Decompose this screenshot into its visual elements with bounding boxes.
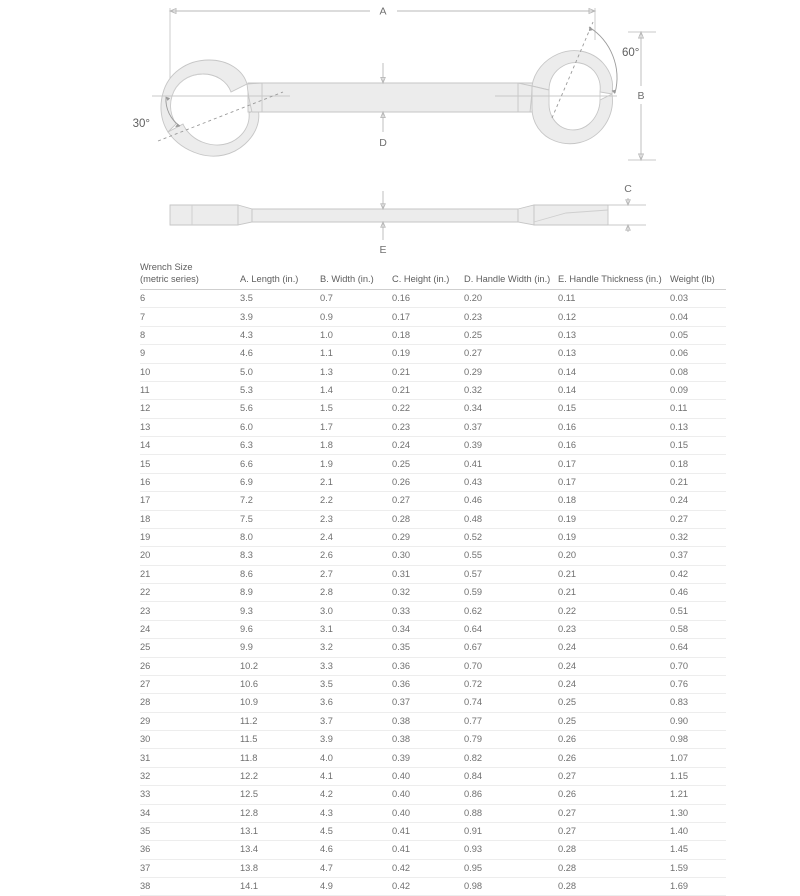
cell-length: 6.3 (240, 437, 320, 455)
cell-height: 0.21 (392, 381, 464, 399)
cell-width: 3.5 (320, 675, 392, 693)
cell-weight: 0.03 (670, 290, 726, 308)
cell-height: 0.31 (392, 565, 464, 583)
cell-handle-width: 0.62 (464, 602, 558, 620)
cell-length: 10.9 (240, 694, 320, 712)
table-row (140, 584, 726, 602)
cell-weight: 0.37 (670, 547, 726, 565)
cell-wrench-size: 15 (140, 455, 240, 473)
cell-weight: 0.90 (670, 712, 726, 730)
cell-height: 0.32 (392, 584, 464, 602)
cell-height: 0.34 (392, 620, 464, 638)
cell-length: 5.0 (240, 363, 320, 381)
cell-height: 0.40 (392, 804, 464, 822)
table-header-row (140, 262, 726, 290)
table-row (140, 767, 726, 785)
cell-width: 0.7 (320, 290, 392, 308)
dimension-c (608, 183, 646, 232)
column-header-wrench-size-line2: (metric series) (140, 273, 199, 284)
cell-height: 0.36 (392, 675, 464, 693)
table-row (140, 418, 726, 436)
cell-handle-thickness: 0.19 (558, 528, 670, 546)
cell-length: 4.6 (240, 345, 320, 363)
cell-wrench-size: 33 (140, 786, 240, 804)
angle-label-60: 60° (622, 47, 640, 59)
table-row (140, 841, 726, 859)
cell-weight: 0.51 (670, 602, 726, 620)
cell-weight: 0.24 (670, 492, 726, 510)
cell-width: 1.8 (320, 437, 392, 455)
cell-weight: 0.18 (670, 455, 726, 473)
cell-handle-width: 0.72 (464, 675, 558, 693)
cell-weight: 0.11 (670, 400, 726, 418)
cell-handle-width: 0.98 (464, 878, 558, 896)
cell-height: 0.24 (392, 437, 464, 455)
table-row (140, 878, 726, 896)
cell-weight: 0.06 (670, 345, 726, 363)
cell-width: 4.9 (320, 878, 392, 896)
cell-handle-thickness: 0.23 (558, 620, 670, 638)
cell-wrench-size: 24 (140, 620, 240, 638)
cell-width: 4.6 (320, 841, 392, 859)
table-row (140, 290, 726, 308)
table-row (140, 675, 726, 693)
cell-wrench-size: 11 (140, 381, 240, 399)
right-jaw (532, 51, 613, 144)
cell-length: 13.1 (240, 822, 320, 840)
cell-handle-width: 0.39 (464, 437, 558, 455)
cell-handle-width: 0.59 (464, 584, 558, 602)
table-row (140, 657, 726, 675)
cell-wrench-size: 23 (140, 602, 240, 620)
cell-handle-thickness: 0.19 (558, 510, 670, 528)
cell-weight: 0.83 (670, 694, 726, 712)
cell-wrench-size: 29 (140, 712, 240, 730)
cell-width: 0.9 (320, 308, 392, 326)
cell-wrench-size: 10 (140, 363, 240, 381)
cell-length: 5.3 (240, 381, 320, 399)
cell-handle-width: 0.64 (464, 620, 558, 638)
cell-handle-width: 0.27 (464, 345, 558, 363)
dimension-label-b: B (637, 90, 645, 102)
cell-handle-thickness: 0.13 (558, 326, 670, 344)
cell-weight: 1.59 (670, 859, 726, 877)
cell-wrench-size: 38 (140, 878, 240, 896)
wrench-spec-table-container (140, 262, 715, 896)
cell-length: 5.6 (240, 400, 320, 418)
cell-height: 0.35 (392, 639, 464, 657)
table-row (140, 326, 726, 344)
cell-handle-thickness: 0.22 (558, 602, 670, 620)
cell-handle-thickness: 0.14 (558, 381, 670, 399)
cell-weight: 0.58 (670, 620, 726, 638)
cell-weight: 0.32 (670, 528, 726, 546)
cell-width: 4.2 (320, 786, 392, 804)
table-row (140, 786, 726, 804)
cell-handle-width: 0.29 (464, 363, 558, 381)
cell-width: 4.5 (320, 822, 392, 840)
cell-weight: 0.13 (670, 418, 726, 436)
cell-width: 1.3 (320, 363, 392, 381)
table-row (140, 455, 726, 473)
cell-length: 14.1 (240, 878, 320, 896)
cell-height: 0.17 (392, 308, 464, 326)
table-row (140, 565, 726, 583)
cell-length: 11.5 (240, 731, 320, 749)
cell-weight: 0.46 (670, 584, 726, 602)
cell-handle-width: 0.32 (464, 381, 558, 399)
cell-height: 0.28 (392, 510, 464, 528)
cell-handle-thickness: 0.25 (558, 694, 670, 712)
cell-width: 3.7 (320, 712, 392, 730)
table-row (140, 822, 726, 840)
cell-handle-width: 0.77 (464, 712, 558, 730)
column-header-weight: Weight (lb) (670, 262, 726, 290)
cell-length: 11.2 (240, 712, 320, 730)
cell-length: 3.5 (240, 290, 320, 308)
cell-length: 12.8 (240, 804, 320, 822)
table-row (140, 400, 726, 418)
table-body (140, 290, 726, 896)
table-row (140, 437, 726, 455)
cell-length: 8.3 (240, 547, 320, 565)
cell-wrench-size: 27 (140, 675, 240, 693)
cell-weight: 1.40 (670, 822, 726, 840)
cell-handle-thickness: 0.27 (558, 822, 670, 840)
cell-handle-width: 0.37 (464, 418, 558, 436)
cell-handle-width: 0.23 (464, 308, 558, 326)
cell-wrench-size: 19 (140, 528, 240, 546)
cell-width: 2.2 (320, 492, 392, 510)
cell-handle-width: 0.84 (464, 767, 558, 785)
cell-width: 1.7 (320, 418, 392, 436)
cell-length: 10.2 (240, 657, 320, 675)
cell-width: 1.1 (320, 345, 392, 363)
cell-wrench-size: 7 (140, 308, 240, 326)
cell-width: 3.0 (320, 602, 392, 620)
cell-height: 0.19 (392, 345, 464, 363)
cell-weight: 0.76 (670, 675, 726, 693)
table-row (140, 345, 726, 363)
cell-wrench-size: 8 (140, 326, 240, 344)
cell-length: 8.0 (240, 528, 320, 546)
cell-length: 6.0 (240, 418, 320, 436)
cell-length: 6.6 (240, 455, 320, 473)
cell-height: 0.37 (392, 694, 464, 712)
cell-width: 4.1 (320, 767, 392, 785)
cell-length: 9.9 (240, 639, 320, 657)
table-row (140, 639, 726, 657)
cell-handle-width: 0.25 (464, 326, 558, 344)
cell-weight: 0.09 (670, 381, 726, 399)
table-header (140, 262, 726, 290)
cell-handle-width: 0.88 (464, 804, 558, 822)
cell-weight: 1.69 (670, 878, 726, 896)
cell-handle-width: 0.79 (464, 731, 558, 749)
cell-handle-thickness: 0.17 (558, 473, 670, 491)
cell-weight: 0.04 (670, 308, 726, 326)
cell-height: 0.36 (392, 657, 464, 675)
cell-handle-width: 0.20 (464, 290, 558, 308)
cell-handle-width: 0.82 (464, 749, 558, 767)
cell-weight: 1.21 (670, 786, 726, 804)
cell-handle-thickness: 0.17 (558, 455, 670, 473)
cell-length: 11.8 (240, 749, 320, 767)
cell-handle-thickness: 0.13 (558, 345, 670, 363)
cell-width: 2.4 (320, 528, 392, 546)
cell-wrench-size: 35 (140, 822, 240, 840)
cell-width: 1.9 (320, 455, 392, 473)
cell-weight: 1.45 (670, 841, 726, 859)
cell-handle-thickness: 0.18 (558, 492, 670, 510)
cell-width: 3.2 (320, 639, 392, 657)
cell-wrench-size: 21 (140, 565, 240, 583)
column-header-handle-thickness: E. Handle Thickness (in.) (558, 262, 670, 290)
column-header-width: B. Width (in.) (320, 262, 392, 290)
cell-length: 7.2 (240, 492, 320, 510)
table-row (140, 712, 726, 730)
table-row (140, 749, 726, 767)
cell-handle-width: 0.95 (464, 859, 558, 877)
table-row (140, 859, 726, 877)
cell-wrench-size: 37 (140, 859, 240, 877)
cell-height: 0.22 (392, 400, 464, 418)
cell-weight: 0.15 (670, 437, 726, 455)
cell-wrench-size: 20 (140, 547, 240, 565)
cell-handle-thickness: 0.16 (558, 418, 670, 436)
cell-height: 0.39 (392, 749, 464, 767)
cell-handle-width: 0.57 (464, 565, 558, 583)
cell-handle-width: 0.48 (464, 510, 558, 528)
cell-handle-width: 0.34 (464, 400, 558, 418)
cell-height: 0.42 (392, 878, 464, 896)
cell-weight: 0.21 (670, 473, 726, 491)
cell-length: 12.5 (240, 786, 320, 804)
dimension-label-a: A (379, 5, 387, 18)
cell-handle-thickness: 0.24 (558, 639, 670, 657)
column-header-length: A. Length (in.) (240, 262, 320, 290)
cell-handle-thickness: 0.21 (558, 565, 670, 583)
column-header-handle-width: D. Handle Width (in.) (464, 262, 558, 290)
cell-height: 0.41 (392, 822, 464, 840)
cell-length: 13.4 (240, 841, 320, 859)
cell-handle-thickness: 0.26 (558, 731, 670, 749)
table-row (140, 528, 726, 546)
cell-length: 8.6 (240, 565, 320, 583)
cell-height: 0.38 (392, 731, 464, 749)
cell-width: 3.9 (320, 731, 392, 749)
cell-handle-width: 0.74 (464, 694, 558, 712)
cell-handle-thickness: 0.21 (558, 584, 670, 602)
cell-width: 2.7 (320, 565, 392, 583)
cell-height: 0.40 (392, 767, 464, 785)
cell-height: 0.29 (392, 528, 464, 546)
cell-width: 4.3 (320, 804, 392, 822)
cell-length: 9.6 (240, 620, 320, 638)
cell-width: 2.1 (320, 473, 392, 491)
wrench-technical-drawing (0, 0, 800, 262)
cell-width: 1.4 (320, 381, 392, 399)
dimension-label-e: E (379, 244, 387, 256)
cell-length: 3.9 (240, 308, 320, 326)
cell-height: 0.40 (392, 786, 464, 804)
cell-length: 9.3 (240, 602, 320, 620)
cell-wrench-size: 12 (140, 400, 240, 418)
cell-handle-thickness: 0.28 (558, 841, 670, 859)
cell-handle-thickness: 0.11 (558, 290, 670, 308)
table-row (140, 381, 726, 399)
cell-handle-width: 0.41 (464, 455, 558, 473)
cell-width: 3.1 (320, 620, 392, 638)
table-row (140, 804, 726, 822)
cell-height: 0.27 (392, 492, 464, 510)
cell-wrench-size: 22 (140, 584, 240, 602)
wrench-edge-view (170, 205, 608, 225)
table-row (140, 492, 726, 510)
cell-wrench-size: 9 (140, 345, 240, 363)
cell-wrench-size: 6 (140, 290, 240, 308)
cell-height: 0.30 (392, 547, 464, 565)
cell-wrench-size: 17 (140, 492, 240, 510)
cell-handle-thickness: 0.28 (558, 878, 670, 896)
table-row (140, 731, 726, 749)
cell-weight: 0.05 (670, 326, 726, 344)
cell-width: 1.5 (320, 400, 392, 418)
cell-wrench-size: 25 (140, 639, 240, 657)
cell-wrench-size: 30 (140, 731, 240, 749)
wrench-spec-table (140, 262, 726, 896)
cell-handle-thickness: 0.27 (558, 804, 670, 822)
cell-height: 0.38 (392, 712, 464, 730)
cell-height: 0.26 (392, 473, 464, 491)
cell-handle-width: 0.46 (464, 492, 558, 510)
cell-weight: 0.64 (670, 639, 726, 657)
cell-width: 2.3 (320, 510, 392, 528)
cell-handle-width: 0.93 (464, 841, 558, 859)
cell-wrench-size: 13 (140, 418, 240, 436)
cell-wrench-size: 14 (140, 437, 240, 455)
column-header-wrench-size (140, 262, 240, 290)
cell-handle-width: 0.43 (464, 473, 558, 491)
cell-length: 8.9 (240, 584, 320, 602)
table-row (140, 620, 726, 638)
cell-handle-thickness: 0.26 (558, 786, 670, 804)
table-row (140, 602, 726, 620)
cell-wrench-size: 16 (140, 473, 240, 491)
cell-height: 0.18 (392, 326, 464, 344)
cell-length: 12.2 (240, 767, 320, 785)
column-header-height: C. Height (in.) (392, 262, 464, 290)
cell-height: 0.21 (392, 363, 464, 381)
cell-wrench-size: 32 (140, 767, 240, 785)
cell-weight: 1.15 (670, 767, 726, 785)
cell-handle-thickness: 0.20 (558, 547, 670, 565)
cell-handle-thickness: 0.14 (558, 363, 670, 381)
table-row (140, 694, 726, 712)
cell-wrench-size: 34 (140, 804, 240, 822)
cell-handle-thickness: 0.27 (558, 767, 670, 785)
cell-handle-thickness: 0.26 (558, 749, 670, 767)
dimension-e (379, 191, 386, 256)
cell-wrench-size: 28 (140, 694, 240, 712)
cell-length: 13.8 (240, 859, 320, 877)
cell-handle-width: 0.70 (464, 657, 558, 675)
cell-handle-thickness: 0.24 (558, 657, 670, 675)
left-jaw (161, 60, 259, 156)
cell-weight: 0.08 (670, 363, 726, 381)
table-row (140, 547, 726, 565)
cell-width: 4.7 (320, 859, 392, 877)
cell-wrench-size: 26 (140, 657, 240, 675)
dimension-label-c: C (624, 183, 632, 195)
cell-width: 1.0 (320, 326, 392, 344)
cell-height: 0.33 (392, 602, 464, 620)
cell-weight: 0.98 (670, 731, 726, 749)
table-row (140, 308, 726, 326)
cell-length: 7.5 (240, 510, 320, 528)
cell-handle-width: 0.91 (464, 822, 558, 840)
cell-height: 0.41 (392, 841, 464, 859)
column-header-wrench-size-line1: Wrench Size (140, 262, 193, 272)
cell-width: 2.8 (320, 584, 392, 602)
cell-weight: 0.42 (670, 565, 726, 583)
cell-weight: 1.07 (670, 749, 726, 767)
cell-height: 0.16 (392, 290, 464, 308)
cell-length: 6.9 (240, 473, 320, 491)
cell-width: 3.6 (320, 694, 392, 712)
table-row (140, 510, 726, 528)
cell-handle-thickness: 0.25 (558, 712, 670, 730)
cell-wrench-size: 18 (140, 510, 240, 528)
angle-label-30: 30° (132, 118, 150, 130)
cell-handle-width: 0.52 (464, 528, 558, 546)
cell-handle-width: 0.86 (464, 786, 558, 804)
cell-wrench-size: 36 (140, 841, 240, 859)
cell-width: 4.0 (320, 749, 392, 767)
cell-height: 0.42 (392, 859, 464, 877)
cell-handle-thickness: 0.24 (558, 675, 670, 693)
table-row (140, 473, 726, 491)
cell-weight: 0.70 (670, 657, 726, 675)
cell-height: 0.23 (392, 418, 464, 436)
cell-wrench-size: 31 (140, 749, 240, 767)
dimension-label-d: D (379, 137, 387, 149)
cell-handle-thickness: 0.16 (558, 437, 670, 455)
cell-handle-width: 0.67 (464, 639, 558, 657)
cell-handle-thickness: 0.12 (558, 308, 670, 326)
cell-width: 2.6 (320, 547, 392, 565)
cell-weight: 0.27 (670, 510, 726, 528)
cell-length: 4.3 (240, 326, 320, 344)
cell-handle-width: 0.55 (464, 547, 558, 565)
cell-weight: 1.30 (670, 804, 726, 822)
cell-height: 0.25 (392, 455, 464, 473)
table-row (140, 363, 726, 381)
cell-handle-thickness: 0.15 (558, 400, 670, 418)
cell-length: 10.6 (240, 675, 320, 693)
cell-width: 3.3 (320, 657, 392, 675)
cell-handle-thickness: 0.28 (558, 859, 670, 877)
